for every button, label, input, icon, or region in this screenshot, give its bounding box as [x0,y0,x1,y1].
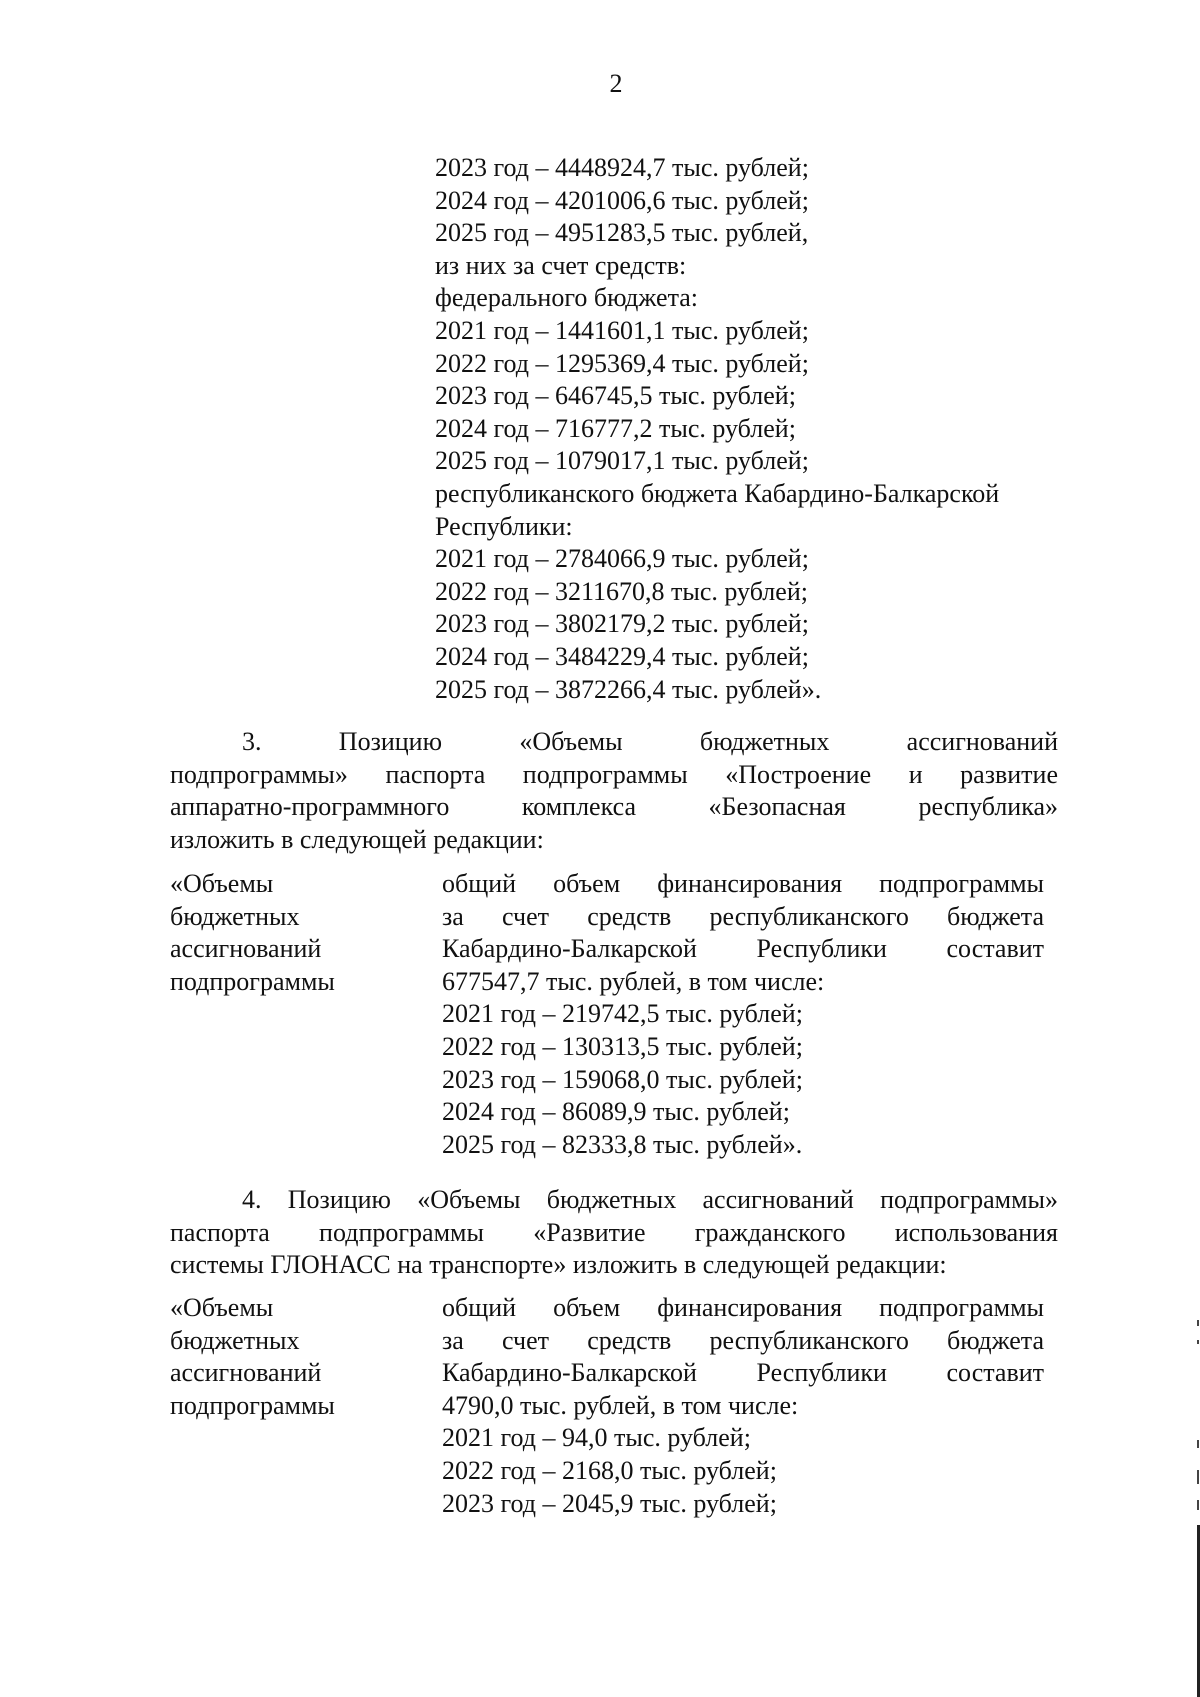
paragraph-line: изложить в следующей редакции: [170,824,544,854]
value-line: 2023 год – 2045,9 тыс. рублей; [442,1488,777,1518]
scan-edge-tick [1197,1320,1199,1326]
intro-line: 2021 год – 2784066,9 тыс. рублей; [435,544,809,574]
paragraph-line: подпрограммы» паспорта подпрограммы «Построение и развитие [170,759,1058,789]
paragraph-line: 4. Позицию «Объемы бюджетных ассигнований подпрограммы» [242,1185,1058,1214]
label-line: бюджетных [170,901,300,931]
section-3-label [170,868,410,998]
paragraph-line: паспорта подпрограммы «Развитие гражданского использования [170,1217,1058,1247]
intro-line: 2025 год – 3872266,4 тыс. рублей». [435,674,822,704]
intro-line: 2021 год – 1441601,1 тыс. рублей; [435,315,809,345]
intro-line: 2025 год – 4951283,5 тыс. рублей, [435,218,809,248]
label-line: подпрограммы [170,966,335,996]
section-3-value [442,868,1044,1161]
intro-line: 2024 год – 4201006,6 тыс. рублей; [435,185,809,215]
intro-line: из них за счет средств: [435,250,687,280]
value-line: 677547,7 тыс. рублей, в том числе: [442,966,825,996]
value-line: 2023 год – 159068,0 тыс. рублей; [442,1064,803,1094]
intro-line: 2023 год – 3802179,2 тыс. рублей; [435,609,809,639]
value-line: 2022 год – 2168,0 тыс. рублей; [442,1455,777,1485]
paragraph-line: 3. Позицию «Объемы бюджетных ассигнований [242,727,1058,756]
intro-line: 2022 год – 1295369,4 тыс. рублей; [435,348,809,378]
value-line: Кабардино-Балкарской Республики составит [442,934,1044,964]
intro-line: 2025 год – 1079017,1 тыс. рублей; [435,446,809,476]
intro-line: республиканского бюджета Кабардино-Балкарской [435,478,1000,508]
section-4-value [442,1292,1044,1520]
scan-edge-tick [1197,1500,1199,1510]
paragraph-line: аппаратно-программного комплекса «Безопасная республика» [170,792,1058,822]
scan-edge-tick [1197,1470,1199,1484]
label-line: подпрограммы [170,1390,335,1420]
paragraph-line: системы ГЛОНАСС на транспорте» изложить в следующей редакции: [170,1250,947,1280]
section-3-paragraph [170,726,1058,856]
value-line: 2024 год – 86089,9 тыс. рублей; [442,1097,790,1127]
intro-line: 2023 год – 4448924,7 тыс. рублей; [435,153,809,182]
label-line: бюджетных [170,1325,300,1355]
value-line: 2021 год – 219742,5 тыс. рублей; [442,999,803,1029]
scan-edge-tick [1197,1440,1199,1448]
intro-line: 2022 год – 3211670,8 тыс. рублей; [435,576,808,606]
label-line: «Объемы [170,869,274,898]
label-line: ассигнований [170,934,322,964]
page-number: 2 [609,69,623,98]
section-4-label [170,1292,410,1422]
value-line: Кабардино-Балкарской Республики составит [442,1358,1044,1388]
intro-line: 2024 год – 3484229,4 тыс. рублей; [435,641,809,671]
value-line: за счет средств республиканского бюджета [442,1325,1044,1355]
value-line: 4790,0 тыс. рублей, в том числе: [442,1390,799,1420]
intro-line: федерального бюджета: [435,283,699,313]
value-line: 2022 год – 130313,5 тыс. рублей; [442,1031,803,1061]
value-line: 2025 год – 82333,8 тыс. рублей». [442,1129,803,1159]
intro-line: 2023 год – 646745,5 тыс. рублей; [435,381,796,411]
scan-edge-tick [1197,1340,1199,1344]
intro-line: Республики: [435,511,573,541]
value-line: 2021 год – 94,0 тыс. рублей; [442,1423,751,1453]
label-line: «Объемы [170,1293,274,1322]
value-line: за счет средств республиканского бюджета [442,901,1044,931]
value-line: общий объем финансирования подпрограммы [442,869,1044,898]
section-4-paragraph [170,1184,1058,1282]
label-line: ассигнований [170,1358,322,1388]
intro-line: 2024 год – 716777,2 тыс. рублей; [435,413,796,443]
value-line: общий объем финансирования подпрограммы [442,1293,1044,1322]
intro-budget-block [435,152,1075,706]
